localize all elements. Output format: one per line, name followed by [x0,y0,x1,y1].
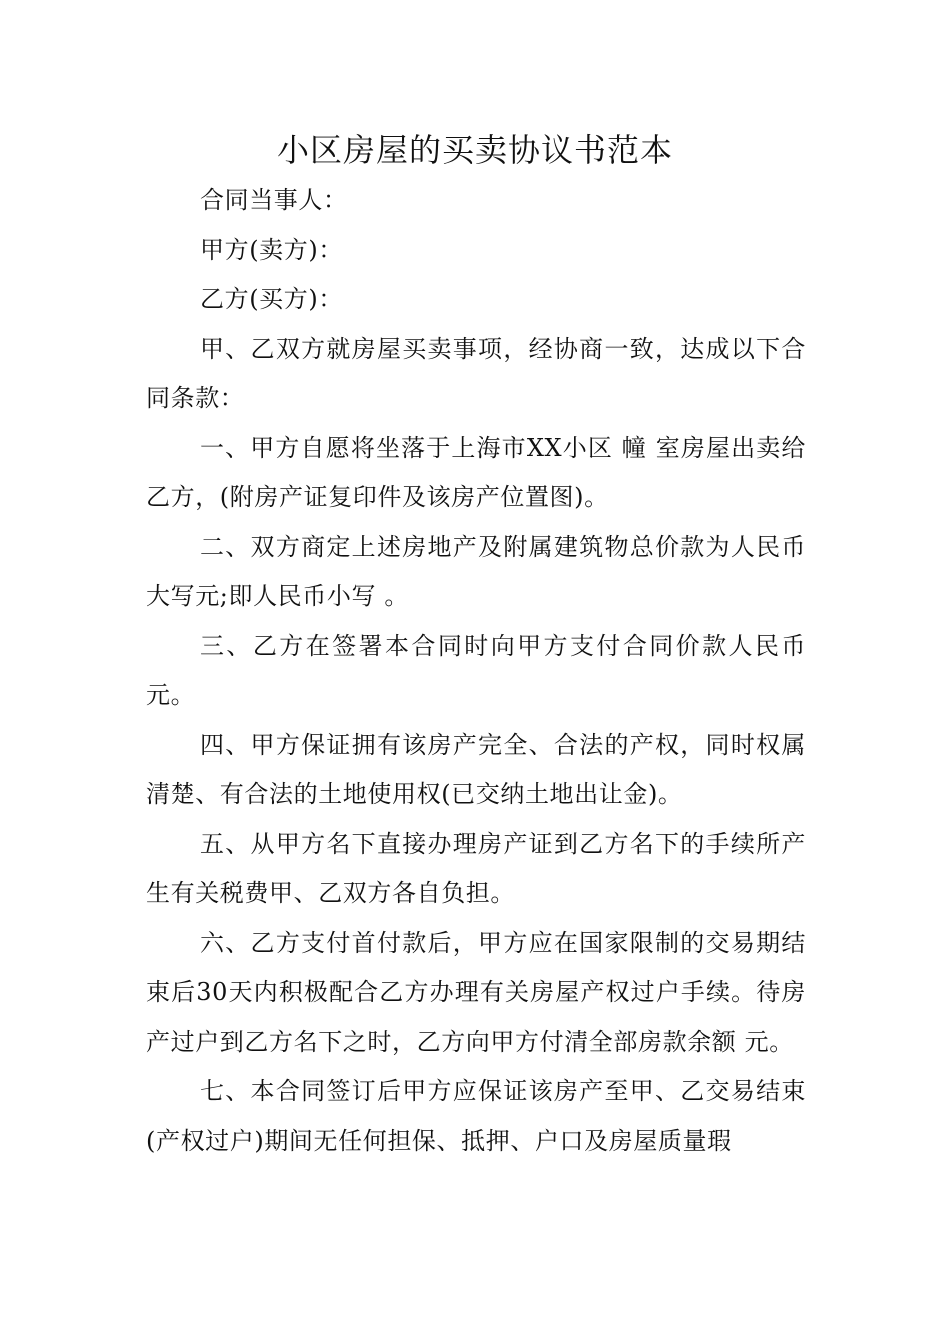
party-heading: 合同当事人： [200,186,348,214]
clause-4: 四、甲方保证拥有该房产完全、合法的产权，同时权属清楚、有合法的土地使用权(已交纳土地出让金)。 [146,730,806,808]
document-body [146,176,806,1166]
clause-5: 五、从甲方名下直接办理房产证到乙方名下的手续所产生有关税费甲、乙双方各自负担。 [146,829,806,907]
party-buyer: 乙方(买方)： [200,285,343,313]
clause-3: 三、乙方在签署本合同时向甲方支付合同价款人民币元。 [146,631,806,709]
document-title: 小区房屋的买卖协议书范本 [276,131,673,169]
clause-intro: 甲、乙双方就房屋买卖事项，经协商一致，达成以下合同条款： [146,334,806,412]
clause-7: 七、本合同签订后甲方应保证该房产至甲、乙交易结束(产权过户)期间无任何担保、抵押、户口及房屋质量瑕 [146,1077,806,1155]
clause-1: 一、甲方自愿将坐落于上海市XX小区 幢 室房屋出卖给乙方，(附房产证复印件及该房产位置图)。 [146,433,806,511]
clause-6: 六、乙方支付首付款后，甲方应在国家限制的交易期结束后30天内积极配合乙方办理有关房屋产权过户手续。待房产过户到乙方名下之时，乙方向甲方付清全部房款余额 元。 [146,928,806,1056]
clause-2: 二、双方商定上述房地产及附属建筑物总价款为人民币大写元;即人民币小写 。 [146,532,806,610]
party-seller: 甲方(卖方)： [200,235,343,264]
